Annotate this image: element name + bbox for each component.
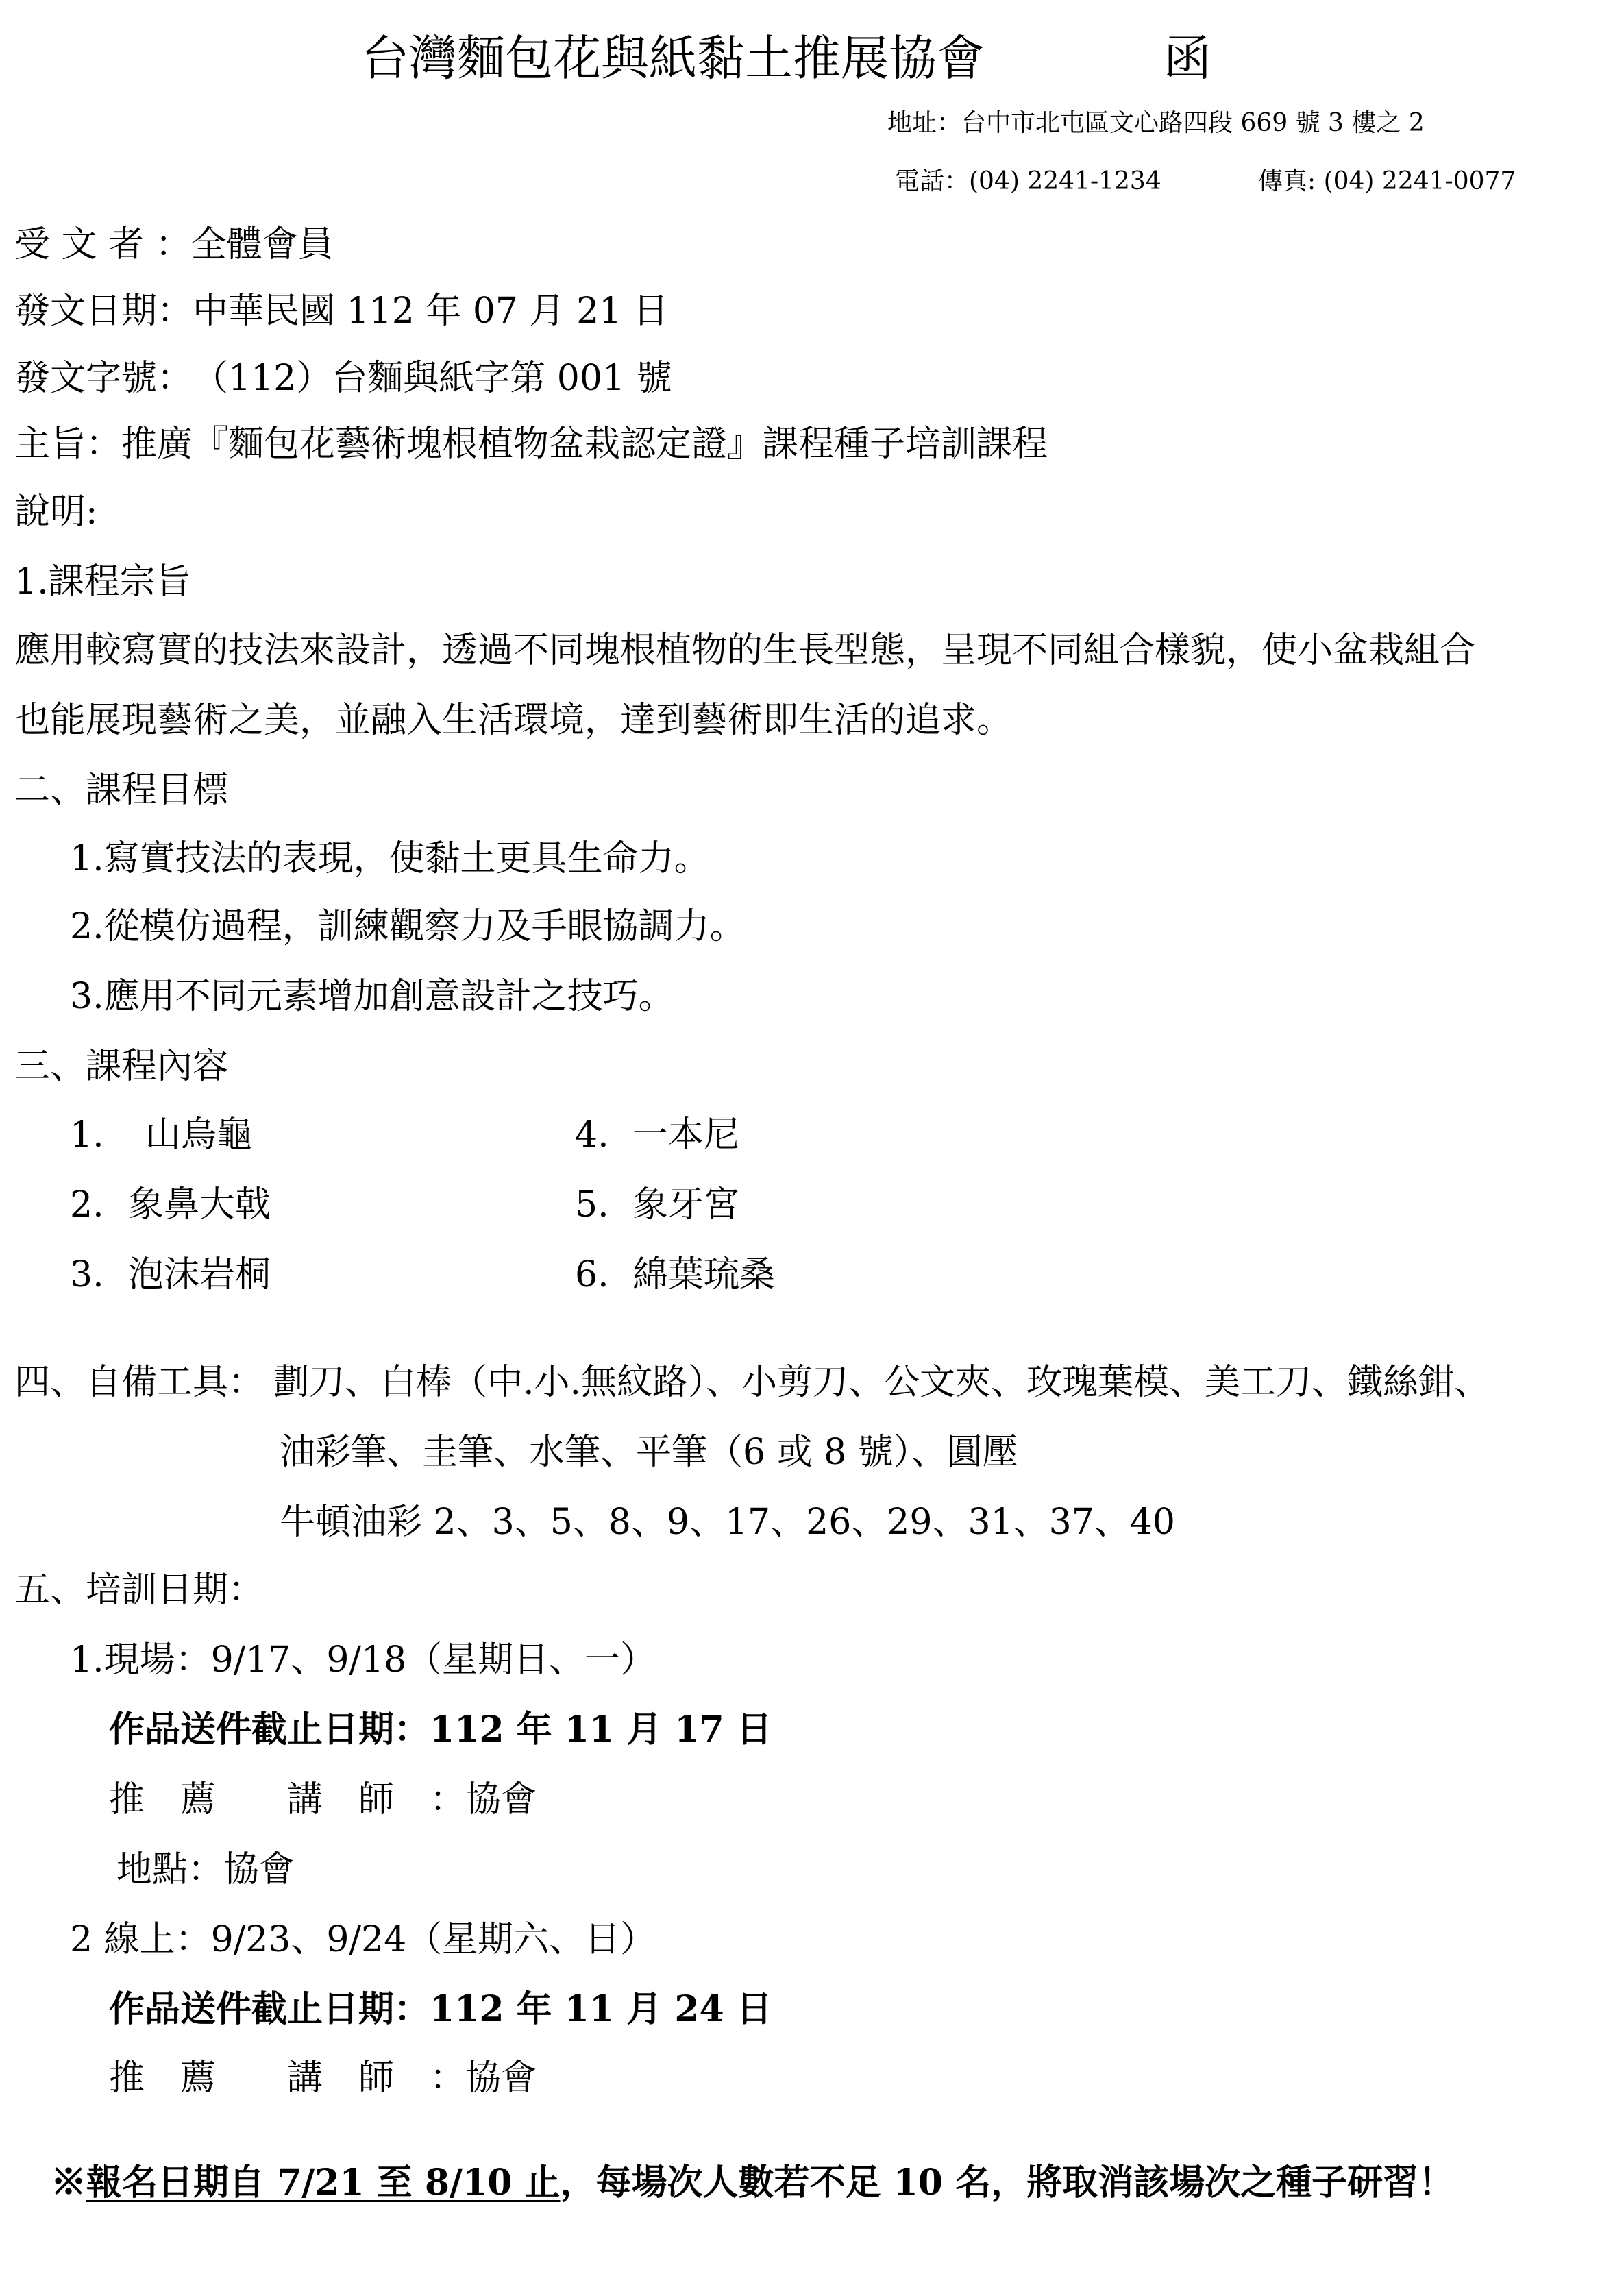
session-location: 地點：協會 [116,1849,295,1890]
session-label: 2 線上：9/23、9/24（星期六、日） [70,1919,656,1960]
phone: 電話：(04) 2241-1234 [895,167,1161,195]
content-item-name: 象鼻大戟 [128,1184,271,1225]
content-item-number: 4. [575,1114,609,1156]
recipient: 受 文 者 ：全體會員 [14,224,334,265]
issue-date: 發文日期：中華民國 112 年 07 月 21 日 [14,291,669,332]
tools-line: 劃刀、白棒（中.小.無紋路）、小剪刀、公文夾、玫瑰葉模、美工刀、鐵絲鉗、 [273,1362,1490,1403]
tools-line: 牛頓油彩 2、3、5、8、9、17、26、29、31、37、40 [280,1502,1175,1543]
notice-mark: ※ [51,2162,87,2203]
goal-item: 3.應用不同元素增加創意設計之技巧。 [70,976,674,1017]
document-type: 函 [1164,30,1211,86]
notice-text: ，每場次人數若不足 10 名，將取消該場次之種子研習！ [560,2162,1455,2203]
content-heading: 三、課程內容 [14,1046,229,1087]
content-item-number: 1. [70,1114,104,1156]
content-item-name: 泡沫岩桐 [128,1254,271,1295]
document-number: 發文字號： （112）台麵與紙字第 001 號 [14,358,672,399]
goals-heading: 二、課程目標 [14,770,229,811]
session-label: 1.現場：9/17、9/18（星期日、一） [70,1639,656,1681]
fax: 傳真: (04) 2241-0077 [1258,167,1516,195]
goal-item: 1.寫實技法的表現，使黏土更具生命力。 [70,838,710,879]
content-item-number: 6. [575,1254,609,1295]
registration-notice [51,2162,1454,2203]
subject: 主旨：推廣『麵包花藝術塊根植物盆栽認定證』課程種子培訓課程 [14,424,1048,465]
organization-title: 台灣麵包花與紙黏土推展協會 [361,30,985,86]
registration-period: 報名日期自 7/21 至 8/10 止 [86,2162,561,2203]
explanation-label: 說明: [14,491,98,533]
content-item-name: 一本尼 [632,1114,740,1156]
purpose-line: 也能展現藝術之美，並融入生活環境，達到藝術即生活的追求。 [14,700,1013,741]
purpose-line: 應用較寫實的技法來設計，透過不同塊根植物的生長型態，呈現不同組合樣貌，使小盆栽組合 [14,630,1476,671]
content-item-name: 綿葉琉桑 [632,1254,776,1295]
goal-item: 2.從模仿過程，訓練觀察力及手眼協調力。 [70,906,746,947]
content-item-number: 5. [575,1184,609,1225]
session-deadline: 作品送件截止日期：112 年 11 月 17 日 [109,1709,772,1750]
purpose-heading: 1.課程宗旨 [14,561,191,602]
tools-line: 油彩筆、圭筆、水筆、平筆（6 或 8 號）、圓壓 [280,1432,1018,1473]
content-item-number: 3. [70,1254,104,1295]
session-instructor: 推 薦 講 師 ：協會 [109,1779,537,1820]
session-deadline: 作品送件截止日期：112 年 11 月 24 日 [109,1988,772,2030]
schedule-heading: 五、培訓日期： [14,1570,264,1611]
content-item-number: 2. [70,1184,104,1225]
content-item-name: 象牙宮 [632,1184,740,1225]
content-item-name: 山烏龜 [145,1114,253,1156]
session-instructor: 推 薦 講 師 ：協會 [109,2057,537,2099]
address: 地址：台中市北屯區文心路四段 669 號 3 樓之 2 [887,109,1425,137]
tools-heading: 四、自備工具： [14,1362,264,1403]
